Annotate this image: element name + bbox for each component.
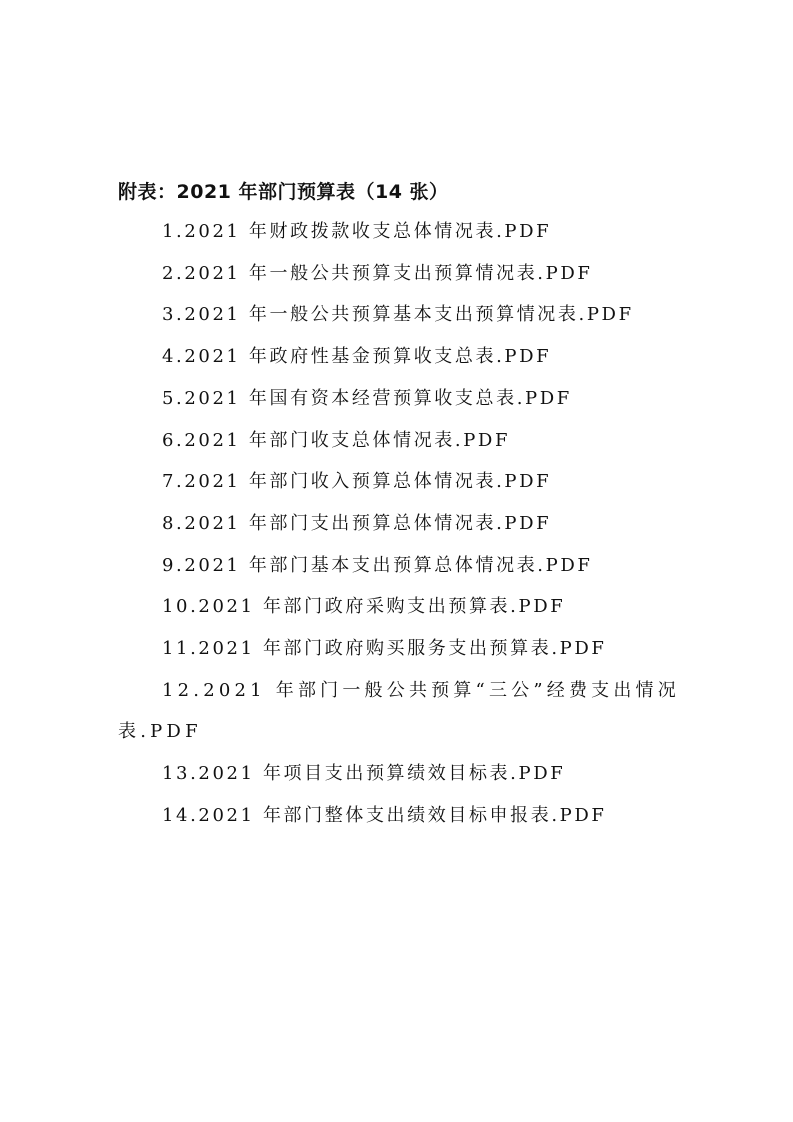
attachment-item-5: 5.2021 年国有资本经营预算收支总表.PDF — [162, 387, 572, 409]
attachment-item-2: 2.2021 年一般公共预算支出预算情况表.PDF — [162, 262, 593, 284]
attachment-item-8: 8.2021 年部门支出预算总体情况表.PDF — [162, 512, 552, 534]
attachment-item-10: 10.2021 年部门政府采购支出预算表.PDF — [162, 596, 566, 618]
attachment-item-13: 13.2021 年项目支出预算绩效目标表.PDF — [162, 763, 566, 785]
attachment-item-4: 4.2021 年政府性基金预算收支总表.PDF — [162, 346, 552, 368]
attachment-item-9: 9.2021 年部门基本支出预算总体情况表.PDF — [162, 554, 593, 576]
attachment-item-1: 1.2021 年财政拨款收支总体情况表.PDF — [162, 221, 552, 242]
attachment-list — [118, 211, 683, 837]
attachment-item-3: 3.2021 年一般公共预算基本支出预算情况表.PDF — [162, 304, 634, 326]
attachment-item-7: 7.2021 年部门收入预算总体情况表.PDF — [162, 471, 552, 493]
attachment-item-12: 12.2021 年部门一般公共预算“三公”经费支出情况表.PDF — [118, 679, 680, 743]
attachment-item-14: 14.2021 年部门整体支出绩效目标申报表.PDF — [162, 804, 607, 826]
attachment-heading: 附表：2021 年部门预算表（14 张） — [118, 181, 449, 203]
attachment-item-6: 6.2021 年部门收支总体情况表.PDF — [162, 429, 511, 451]
attachment-item-11: 11.2021 年部门政府购买服务支出预算表.PDF — [162, 638, 607, 660]
